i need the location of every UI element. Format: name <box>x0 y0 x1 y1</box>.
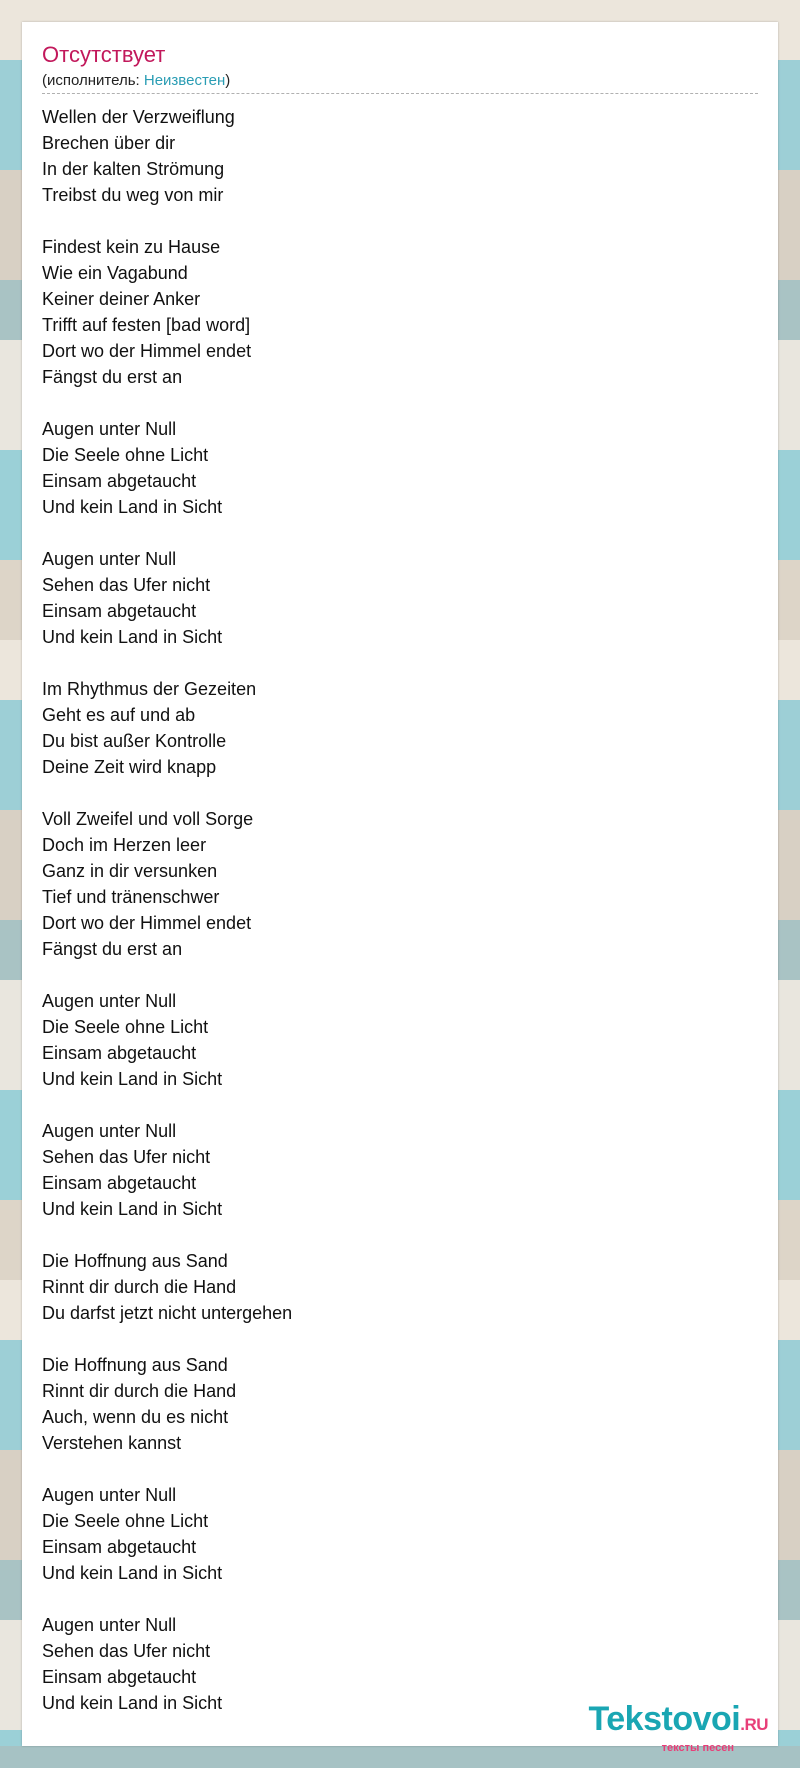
lyric-line: Augen unter Null <box>42 549 177 569</box>
performer-link[interactable]: Неизвестен <box>143 72 226 89</box>
lyric-line: Einsam abgetaucht <box>42 1537 197 1557</box>
title-divider <box>42 93 758 94</box>
lyric-line: Im Rhythmus der Gezeiten <box>42 679 257 699</box>
lyrics-stanza <box>42 1248 292 1326</box>
lyrics-stanza <box>42 806 292 962</box>
lyrics-stanza <box>42 546 292 650</box>
lyric-line: Keiner deiner Anker <box>42 289 201 309</box>
lyric-line: Ganz in dir versunken <box>42 861 218 881</box>
lyrics-stanza <box>42 1118 292 1222</box>
lyric-line: Deine Zeit wird knapp <box>42 757 217 777</box>
lyric-line: Die Hoffnung aus Sand <box>42 1355 228 1375</box>
lyric-line: In der kalten Strömung <box>42 159 225 179</box>
lyric-line: Dort wo der Himmel endet <box>42 341 252 361</box>
lyric-line: Verstehen kannst <box>42 1433 182 1453</box>
lyric-line: Du darfst jetzt nicht untergehen <box>42 1303 293 1323</box>
logo-tld: .RU <box>740 1715 768 1734</box>
lyric-line: Tief und tränenschwer <box>42 887 220 907</box>
performer-prefix: (исполнитель: <box>42 72 144 89</box>
lyric-line: Die Seele ohne Licht <box>42 445 209 465</box>
lyric-line: Augen unter Null <box>42 1485 177 1505</box>
lyric-line: Fängst du erst an <box>42 367 183 387</box>
site-logo[interactable] <box>548 1702 768 1754</box>
lyric-line: Einsam abgetaucht <box>42 1043 197 1063</box>
lyric-line: Wellen der Verzweiflung <box>42 107 235 127</box>
lyric-line: Treibst du weg von mir <box>42 185 224 205</box>
lyric-line: Sehen das Ufer nicht <box>42 1641 211 1661</box>
lyric-line: Findest kein zu Hause <box>42 237 221 257</box>
lyric-line: Fängst du erst an <box>42 939 183 959</box>
lyrics-stanza <box>42 1352 292 1456</box>
lyric-line: Einsam abgetaucht <box>42 1667 197 1687</box>
lyrics-stanza <box>42 1482 292 1586</box>
lyric-line: Augen unter Null <box>42 1615 177 1635</box>
logo-wordmark <box>548 1702 768 1742</box>
lyric-line: Sehen das Ufer nicht <box>42 575 211 595</box>
lyrics-card <box>22 22 778 1754</box>
lyric-line: Doch im Herzen leer <box>42 835 207 855</box>
lyric-line: Dort wo der Himmel endet <box>42 913 252 933</box>
lyric-line: Und kein Land in Sicht <box>42 1069 223 1089</box>
lyrics-stanza <box>42 104 292 208</box>
lyric-line: Augen unter Null <box>42 419 177 439</box>
logo-tagline: тексты песен <box>661 1742 734 1754</box>
logo-name: Tekstovoi <box>588 1700 741 1738</box>
lyric-line: Die Hoffnung aus Sand <box>42 1251 228 1271</box>
song-title: Отсутствует <box>42 42 166 67</box>
lyric-line: Brechen über dir <box>42 133 176 153</box>
lyric-line: Augen unter Null <box>42 1121 177 1141</box>
lyric-line: Und kein Land in Sicht <box>42 1199 223 1219</box>
lyric-line: Und kein Land in Sicht <box>42 1563 223 1583</box>
lyric-line: Rinnt dir durch die Hand <box>42 1381 237 1401</box>
lyrics-stanza <box>42 416 292 520</box>
lyric-line: Und kein Land in Sicht <box>42 1693 223 1713</box>
lyrics-stanza <box>42 988 292 1092</box>
lyric-line: Einsam abgetaucht <box>42 601 197 621</box>
performer-suffix: ) <box>225 72 231 89</box>
lyric-line: Geht es auf und ab <box>42 705 196 725</box>
lyric-line: Du bist außer Kontrolle <box>42 731 227 751</box>
lyric-line: Und kein Land in Sicht <box>42 627 223 647</box>
lyrics-body <box>42 104 292 1742</box>
lyric-line: Auch, wenn du es nicht <box>42 1407 229 1427</box>
lyric-line: Einsam abgetaucht <box>42 471 197 491</box>
lyric-line: Einsam abgetaucht <box>42 1173 197 1193</box>
lyric-line: Die Seele ohne Licht <box>42 1511 209 1531</box>
lyric-line: Sehen das Ufer nicht <box>42 1147 211 1167</box>
lyrics-stanza <box>42 234 292 390</box>
lyrics-stanza <box>42 1612 292 1716</box>
performer-line <box>42 72 230 90</box>
lyric-line: Voll Zweifel und voll Sorge <box>42 809 254 829</box>
lyric-line: Augen unter Null <box>42 991 177 1011</box>
lyric-line: Rinnt dir durch die Hand <box>42 1277 237 1297</box>
lyric-line: Und kein Land in Sicht <box>42 497 223 517</box>
lyrics-stanza <box>42 676 292 780</box>
lyric-line: Trifft auf festen [bad word] <box>42 315 251 335</box>
lyric-line: Wie ein Vagabund <box>42 263 188 283</box>
lyric-line: Die Seele ohne Licht <box>42 1017 209 1037</box>
